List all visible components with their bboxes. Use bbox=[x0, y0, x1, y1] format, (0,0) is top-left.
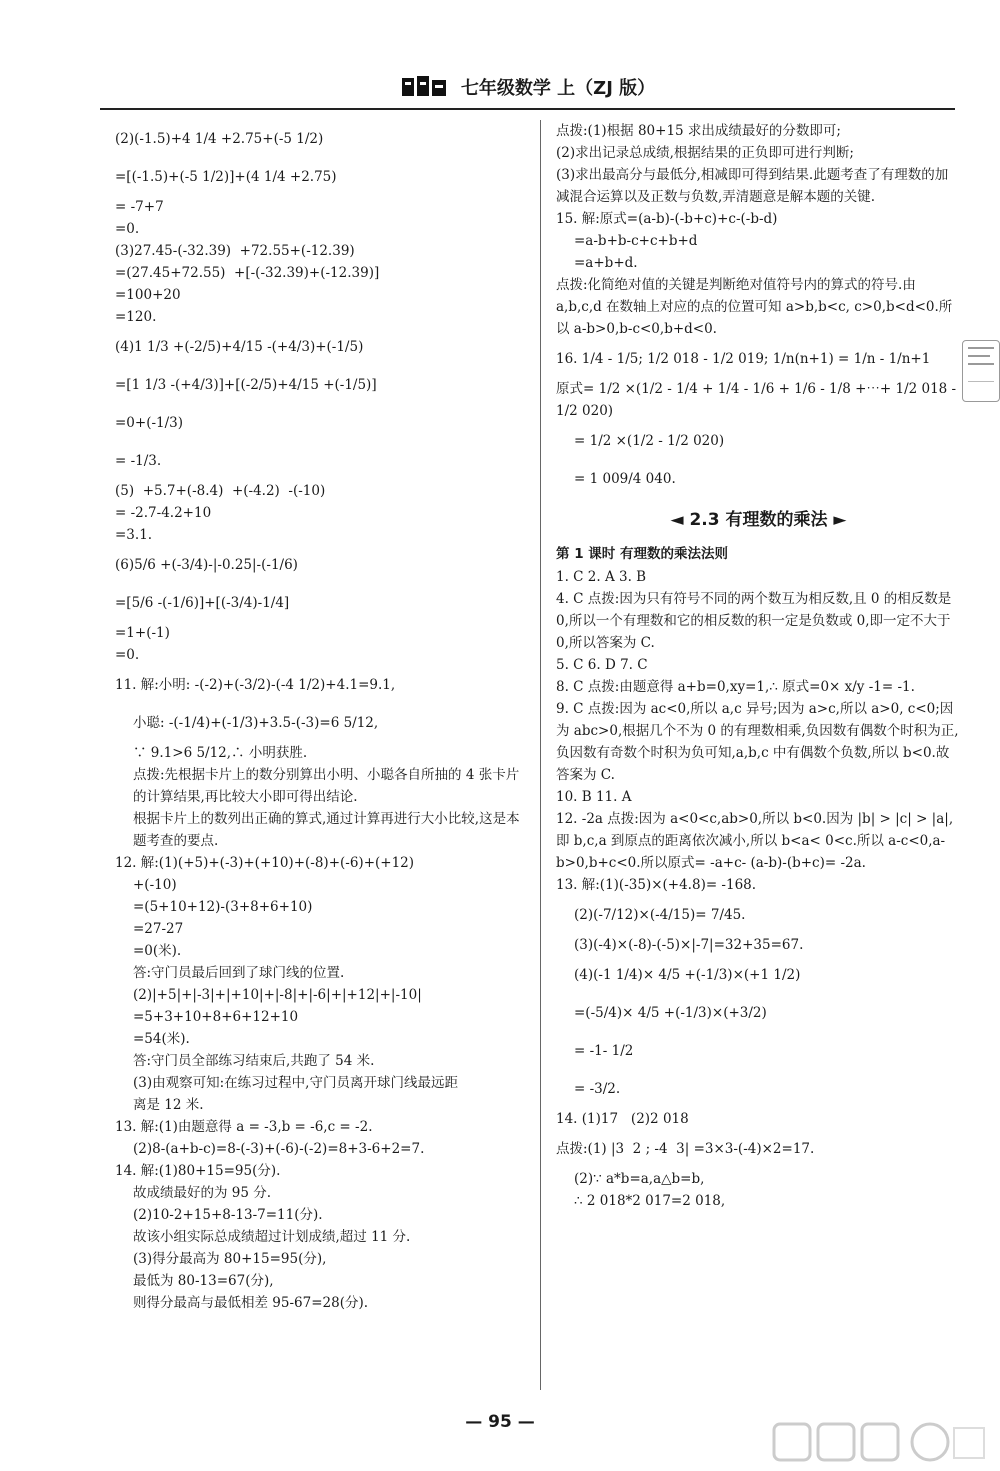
q14-line: 14. 解:(1)80+15=95(分). bbox=[115, 1163, 281, 1179]
brand-logo bbox=[400, 74, 448, 100]
eq-line: =[(-1.5)+(-5 1/2)]+(4 1/4 +2.75) bbox=[115, 169, 337, 185]
q13-line: = -3/2. bbox=[574, 1081, 621, 1097]
page-number: — 95 — bbox=[465, 1412, 535, 1432]
q13-line: (3)(-4)×(-8)-(-5)×|-7|=32+35=67. bbox=[574, 937, 804, 953]
q16-line: = 1/2 ×(1/2 - 1/2 020) bbox=[574, 433, 725, 449]
q11-note: 点拨:先根据卡片上的数分别算出小明、小聪各自所抽的 4 张卡片的计算结果,再比较大小即可得出结论. bbox=[133, 767, 520, 805]
eq-line: =0. bbox=[115, 647, 140, 663]
q13-line: (2)(-7/12)×(-4/15)= 7/45. bbox=[574, 907, 746, 923]
q14-line: 故成绩最好的为 95 分. bbox=[133, 1185, 272, 1201]
q15-line: 15. 解:原式=(a-b)-(-b+c)+c-(-b-d) bbox=[556, 211, 778, 227]
watermark-logo bbox=[770, 1418, 990, 1468]
q14-line: 则得分最高与最低相差 95-67=28(分). bbox=[133, 1295, 369, 1311]
q15-note: 点拨:化简绝对值的关键是判断绝对值符号内的算式的符号.由 a,b,c,d 在数轴上对应的点的位置可知 a>b,b<c, c>0,b<d<0.所以 a-b>0,b-c<0,b+d<0. bbox=[556, 277, 953, 337]
left-column bbox=[115, 120, 530, 1314]
eq-line: = -1/3. bbox=[115, 453, 162, 469]
side-stamp bbox=[962, 340, 1000, 402]
eq-line: =100+20 bbox=[115, 287, 181, 303]
eq-line: =[1 1/3 -(+4/3)]+[(-2/5)+4/15 +(-1/5)] bbox=[115, 377, 377, 393]
q11-line: 11. 解:小明: -(-2)+(-3/2)-(-4 1/2)+4.1=9.1, bbox=[115, 677, 396, 693]
q12-line: 答:守门员全部练习结束后,共跑了 54 米. bbox=[133, 1053, 375, 1069]
q11-line: 小聪: -(-1/4)+(-1/3)+3.5-(-3)=6 5/12, bbox=[133, 715, 379, 731]
q13-line: 13. 解:(1)(-35)×(+4.8)= -168. bbox=[556, 877, 757, 893]
answer-line: 4. C 点拨:因为只有符号不同的两个数互为相反数,且 0 的相反数是 0,所以一个有理数和它的相反数的积一定是负数或 0,即一定不大于 0,所以答案为 C. bbox=[556, 591, 952, 651]
right-column bbox=[556, 120, 961, 1212]
q14-line: 点拨:(1) |3 2 ; -4 3| =3×3-(-4)×2=17. bbox=[556, 1141, 815, 1157]
eq-line: (5) +5.7+(-8.4) +(-4.2) -(-10) bbox=[115, 483, 326, 499]
q12-line: 答:守门员最后回到了球门线的位置. bbox=[133, 965, 345, 981]
answer-line: 9. C 点拨:因为 ac<0,所以 a,c 异号;因为 a>c,所以 a>0, c<0;因为 abc>0,根据几个不为 0 的有理数相乘,负因数有偶数个时积为正,负因数有奇数个时积为负可知,a,b,c 中有偶数个负数,所以 b<0.故答案为 C. bbox=[556, 701, 959, 783]
q14-line: 14. (1)17 (2)2 018 bbox=[556, 1111, 689, 1127]
q16-line: = 1 009/4 040. bbox=[574, 471, 676, 487]
eq-line: (3)27.45-(-32.39) +72.55+(-12.39) bbox=[115, 243, 355, 259]
page-header bbox=[100, 74, 955, 110]
q14-line: 故该小组实际总成绩超过计划成绩,超过 11 分. bbox=[133, 1229, 411, 1245]
q12-line: (3)由观察可知:在练习过程中,守门员离开球门线最远距 bbox=[133, 1075, 458, 1091]
section-title: ◄ 2.3 有理数的乘法 ► bbox=[670, 510, 847, 530]
book-title: 七年级数学 上（ZJ 版） bbox=[460, 78, 656, 99]
answer-line: 12. -2a 点拨:因为 a<0<c,ab>0,所以 b<0.因为 |b| > |c| > |a|,即 b,c,a 到原点的距离依次减小,所以 b<a< 0<c.所以 a-c<0,a-b>0,b+c<0.所以原式= -a+c- (a-b)-(b+c)= -2a. bbox=[556, 811, 954, 871]
eq-line: =1+(-1) bbox=[115, 625, 170, 641]
q15-line: =a+b+d. bbox=[574, 255, 638, 271]
q13-line: (4)(-1 1/4)× 4/5 +(-1/3)×(+1 1/2) bbox=[574, 967, 801, 983]
q12-line: =(5+10+12)-(3+8+6+10) bbox=[133, 899, 313, 915]
lesson-title: 第 1 课时 有理数的乘法法则 bbox=[556, 546, 728, 562]
q14-line: (3)得分最高为 80+15=95(分), bbox=[133, 1251, 327, 1267]
eq-line: =(27.45+72.55) +[-(-32.39)+(-12.39)] bbox=[115, 265, 380, 281]
q13-line: 13. 解:(1)由题意得 a = -3,b = -6,c = -2. bbox=[115, 1119, 373, 1135]
q12-line: =54(米). bbox=[133, 1031, 190, 1047]
q12-line: (2)|+5|+|-3|+|+10|+|-8|+|-6|+|+12|+|-10| bbox=[133, 987, 422, 1003]
q15-line: =a-b+b-c+c+b+d bbox=[574, 233, 698, 249]
answer-line: 10. B 11. A bbox=[556, 789, 632, 805]
answer-line: 8. C 点拨:由题意得 a+b=0,xy=1,∴ 原式=0× x/y -1= -1. bbox=[556, 679, 915, 695]
eq-line: (4)1 1/3 +(-2/5)+4/15 -(+4/3)+(-1/5) bbox=[115, 339, 364, 355]
answer-line: 5. C 6. D 7. C bbox=[556, 657, 648, 673]
eq-line: = -2.7-4.2+10 bbox=[115, 505, 212, 521]
q14-note: (3)求出最高分与最低分,相减即可得到结果.此题考查了有理数的加减混合运算以及正数与负数,弄清题意是解本题的关键. bbox=[556, 167, 949, 205]
q12-line: =27-27 bbox=[133, 921, 184, 937]
answer-line: 1. C 2. A 3. B bbox=[556, 569, 647, 585]
eq-line: = -7+7 bbox=[115, 199, 164, 215]
q16-line: 16. 1/4 - 1/5; 1/2 018 - 1/2 019; 1/n(n+1) = 1/n - 1/n+1 bbox=[556, 351, 931, 367]
eq-line: =120. bbox=[115, 309, 157, 325]
q13-line: (2)8-(a+b-c)=8-(-3)+(-6)-(-2)=8+3-6+2=7. bbox=[133, 1141, 425, 1157]
q12-line: =5+3+10+8+6+12+10 bbox=[133, 1009, 299, 1025]
q14-line: ∴ 2 018*2 017=2 018, bbox=[574, 1193, 726, 1209]
q14-line: (2)∵ a*b=a,a△b=b, bbox=[574, 1171, 705, 1187]
eq-line: =0. bbox=[115, 221, 140, 237]
q14-note: 点拨:(1)根据 80+15 求出成绩最好的分数即可; bbox=[556, 123, 841, 139]
q11-note: 根据卡片上的数列出正确的算式,通过计算再进行大小比较,这是本题考查的要点. bbox=[133, 811, 520, 849]
q16-line: 原式= 1/2 ×(1/2 - 1/4 + 1/4 - 1/6 + 1/6 - 1/8 +⋯+ 1/2 018 - 1/2 020) bbox=[556, 381, 957, 419]
column-divider bbox=[540, 120, 541, 1390]
q14-note: (2)求出记录总成绩,根据结果的正负即可进行判断; bbox=[556, 145, 854, 161]
q14-line: (2)10-2+15+8-13-7=11(分). bbox=[133, 1207, 323, 1223]
q13-line: =(-5/4)× 4/5 +(-1/3)×(+3/2) bbox=[574, 1005, 767, 1021]
q12-line: 离是 12 米. bbox=[133, 1097, 204, 1113]
q13-line: = -1- 1/2 bbox=[574, 1043, 634, 1059]
q12-line: +(-10) bbox=[133, 877, 177, 893]
q14-line: 最低为 80-13=67(分), bbox=[133, 1273, 274, 1289]
eq-line: =[5/6 -(-1/6)]+[(-3/4)-1/4] bbox=[115, 595, 290, 611]
q12-line: 12. 解:(1)(+5)+(-3)+(+10)+(-8)+(-6)+(+12) bbox=[115, 855, 415, 871]
eq-line: =0+(-1/3) bbox=[115, 415, 184, 431]
q12-line: =0(米). bbox=[133, 943, 182, 959]
eq-line: =3.1. bbox=[115, 527, 153, 543]
eq-line: (6)5/6 +(-3/4)-|-0.25|-(-1/6) bbox=[115, 557, 298, 573]
q11-line: ∵ 9.1>6 5/12,∴ 小明获胜. bbox=[133, 745, 308, 761]
eq-line: (2)(-1.5)+4 1/4 +2.75+(-5 1/2) bbox=[115, 131, 324, 147]
